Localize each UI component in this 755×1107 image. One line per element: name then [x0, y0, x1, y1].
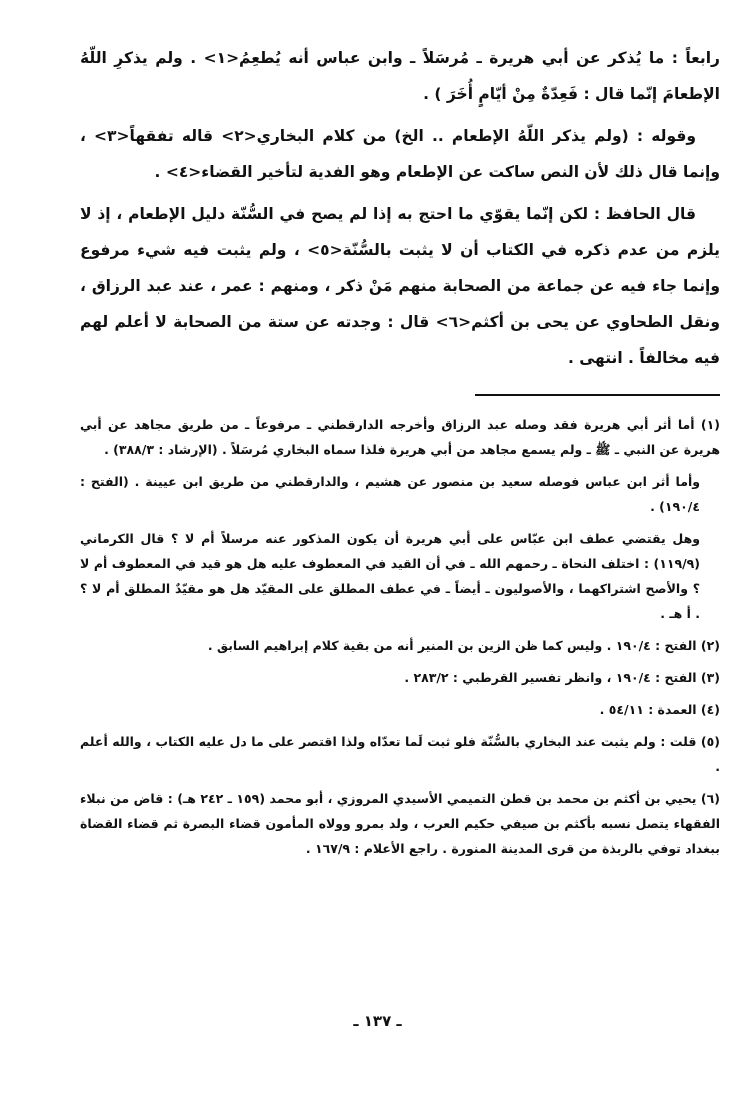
footnotes — [80, 412, 720, 861]
footnote-1-continued: وأما أثر ابن عباس فوصله سعيد بن منصور عن هشيم ، والدارقطني من طريق ابن عيينة . (الفتح : ١٩٠/٤) . — [80, 474, 700, 514]
footnote-4: (٤) العمدة : ٥٤/١١ . — [599, 702, 720, 717]
footnote-1-note: وهل يقتضي عطف ابن عبّاس على أبي هريرة أن يكون المذكور عنه مرسلاً أم لا ؟ قال الكرماني (١١٩/٩) : اختلف النحاة ـ رحمهم الله ـ في أن القيد في المعطوف عليه هل هو قيد في المعطوف أم لا ؟ والأصح اشتراكهما ، والأصوليون ـ أيضاً ـ في عطف المطلق على المقيّد هل هو مقيّدٌ المطلق أم لا ؟ . أ هـ . — [80, 531, 700, 621]
footnote-5: (٥) قلت : ولم يثبت عند البخاري بالسُّنّة فلو ثبت لَما تعدّاه ولذا اقتصر على ما دل عليه الكتاب ، والله أعلم . — [80, 734, 720, 774]
footnote-1: (١) أما أثر أبي هريرة فقد وصله عبد الرزاق وأخرجه الدارقطني ـ مرفوعاً ـ من طريق مجاهد عن أبي هريرة عن النبي ـ ﷺ ـ ولم يسمع مجاهد من أبي هريرة فلذا سماه البخاري مُرسَلاً . (الإرشاد : ٣٨٨/٣) . — [80, 417, 720, 457]
paragraph-1 — [80, 40, 720, 112]
book-page — [80, 40, 720, 1047]
footnote-6: (٦) يحيي بن أكثم بن محمد بن قطن التميمي الأسيدي المروزي ، أبو محمد (١٥٩ ـ ٢٤٢ هـ) : قاض من نبلاء الفقهاء يتصل نسبه بأكثم بن صيفي حكيم العرب ، ولد بمرو وولاه المأمون قضاء البصرة ثم قضاء القضاة ببغداد توفي بالربذة من قرى المدينة المنورة . راجع الأعلام : ١٦٧/٩ . — [80, 791, 720, 856]
paragraph-3: قال الحافظ : لكن إنّما يقوّي ما احتج به إذا لم يصح في السُّنّة دليل الإطعام ، إذ لا يلزم من عدم ذكره في الكتاب أن لا يثبت بالسُّنّة<٥> ، ولم يثبت فيه شيء مرفوع وإنما جاء فيه عن جماعة من الصحابة منهم مَنْ ذكر ، ومنهم : عمر ، عند عبد الرزاق ، ونقل الطحاوي عن يحى بن أكثم<٦> قال : وجدته عن ستة من الصحابة لا أعلم لهم فيه مخالفاً . انتهى . — [80, 205, 720, 367]
footnote-3: (٣) الفتح : ١٩٠/٤ ، وانظر تفسير القرطبي : ٢٨٣/٢ . — [404, 670, 720, 685]
main-text — [80, 40, 720, 376]
footnote-2: (٢) الفتح : ١٩٠/٤ . وليس كما ظن الزين بن المنير أنه من بقية كلام إبراهيم السابق . — [207, 638, 720, 653]
paragraph-1-lead: رابعاً — [685, 49, 720, 67]
page-number: ـ ١٣٧ ـ — [353, 1012, 402, 1030]
footnote-separator — [475, 394, 720, 396]
paragraph-2: وقوله : (ولم يذكر اللّهُ الإطعام .. الخ) من كلام البخاري<٢> قاله تفقهاً<٣> ، وإنما قال ذلك لأن النص ساكت عن الإطعام وهو الفدية لتأخير القضاء<٤> . — [80, 127, 720, 181]
paragraph-1-text: : ما يُذكر عن أبي هريرة ـ مُرسَلاً ـ وابن عباس أنه يُطعِمُ<١> . ولم يذكرِ اللّهُ الإطعامَ إنّما قال : فَعِدّةٌ مِنْ أيّامٍ أُخَرَ ) . — [80, 49, 720, 103]
